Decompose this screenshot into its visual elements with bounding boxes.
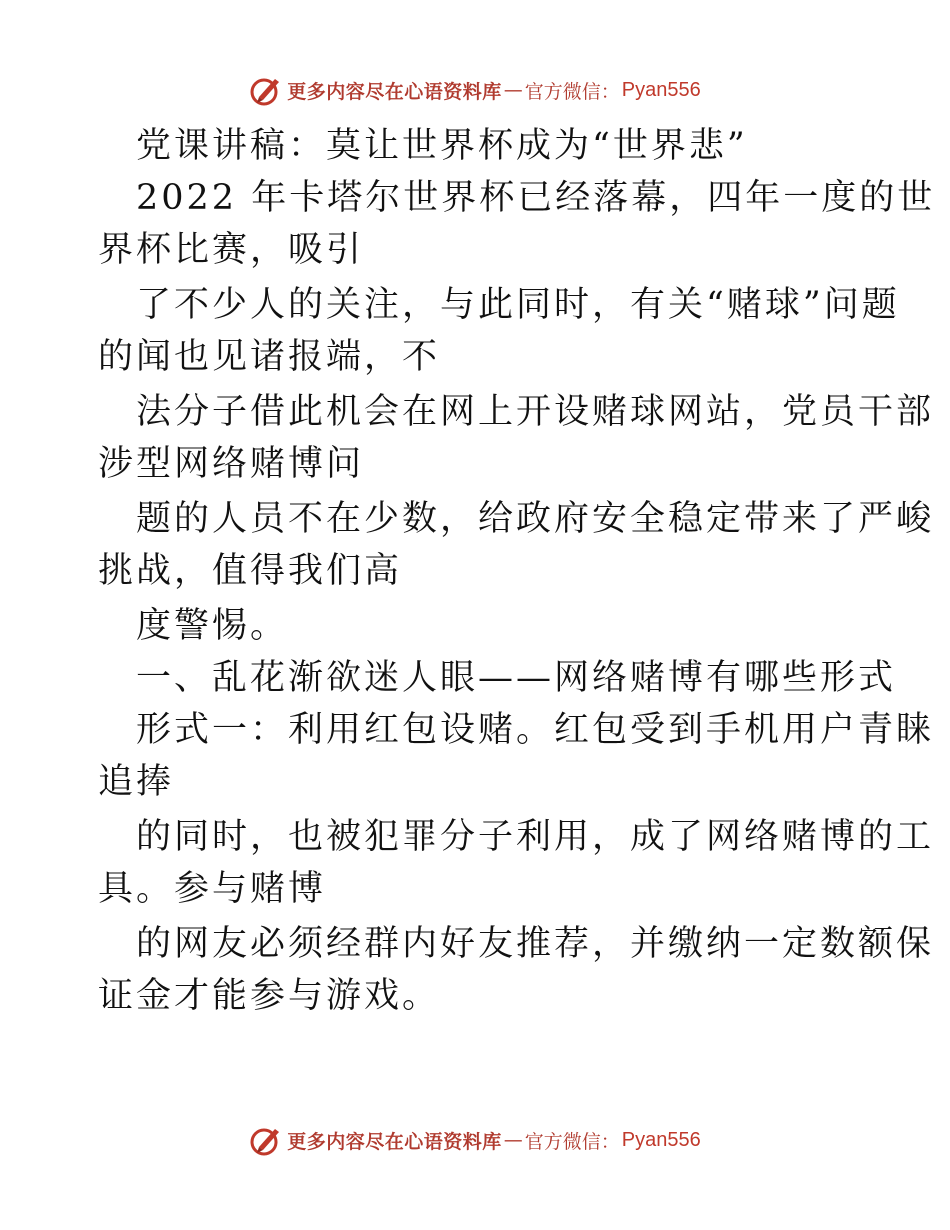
paragraph-line: 形式一：利用红包设赌。红包受到手机用户青睐 xyxy=(136,710,935,750)
document-body xyxy=(98,120,936,1022)
paragraph-line: 涉型网络赌博问 xyxy=(98,444,365,484)
header-banner xyxy=(0,70,950,110)
banner-wechat-label: 官方微信： xyxy=(524,80,620,103)
footer-banner xyxy=(0,1120,950,1160)
document-title: 党课讲稿：莫让世界杯成为“世界悲” xyxy=(136,126,748,166)
banner-separator: — xyxy=(503,79,523,101)
banner-separator: — xyxy=(503,1129,523,1151)
banner-brand-text: 更多内容尽在心语资料库 xyxy=(287,80,502,103)
section-heading: 一、乱花渐欲迷人眼——网络赌博有哪些形式 xyxy=(136,658,897,698)
paragraph-line: 的闻也见诸报端，不 xyxy=(98,337,441,377)
paragraph-line: 挑战，值得我们高 xyxy=(98,551,403,591)
banner-account: Pyan556 xyxy=(621,78,701,101)
paragraph-line: 题的人员不在少数，给政府安全稳定带来了严峻 xyxy=(136,499,935,539)
paragraph-line: 了不少人的关注，与此同时，有关“赌球”问题 xyxy=(136,285,900,325)
paragraph-line: 追捧 xyxy=(98,762,175,802)
banner-brand-text: 更多内容尽在心语资料库 xyxy=(287,1130,502,1153)
paragraph-line: 的同时，也被犯罪分子利用，成了网络赌博的工 xyxy=(136,817,935,857)
paragraph-line: 度警惕。 xyxy=(136,606,289,646)
banner-wechat-label: 官方微信： xyxy=(524,1130,620,1153)
pen-logo-icon xyxy=(249,73,283,107)
paragraph-line: 具。参与赌博 xyxy=(98,869,327,909)
paragraph-line: 法分子借此机会在网上开设赌球网站，党员干部 xyxy=(136,392,935,432)
paragraph-line: 的网友必须经群内好友推荐，并缴纳一定数额保 xyxy=(136,924,935,964)
paragraph-line: 2022 年卡塔尔世界杯已经落幕，四年一度的世 xyxy=(136,178,936,218)
paragraph-line: 界杯比赛，吸引 xyxy=(98,230,365,270)
pen-logo-icon xyxy=(249,1123,283,1157)
banner-account: Pyan556 xyxy=(621,1128,701,1151)
paragraph-line: 证金才能参与游戏。 xyxy=(98,976,441,1016)
